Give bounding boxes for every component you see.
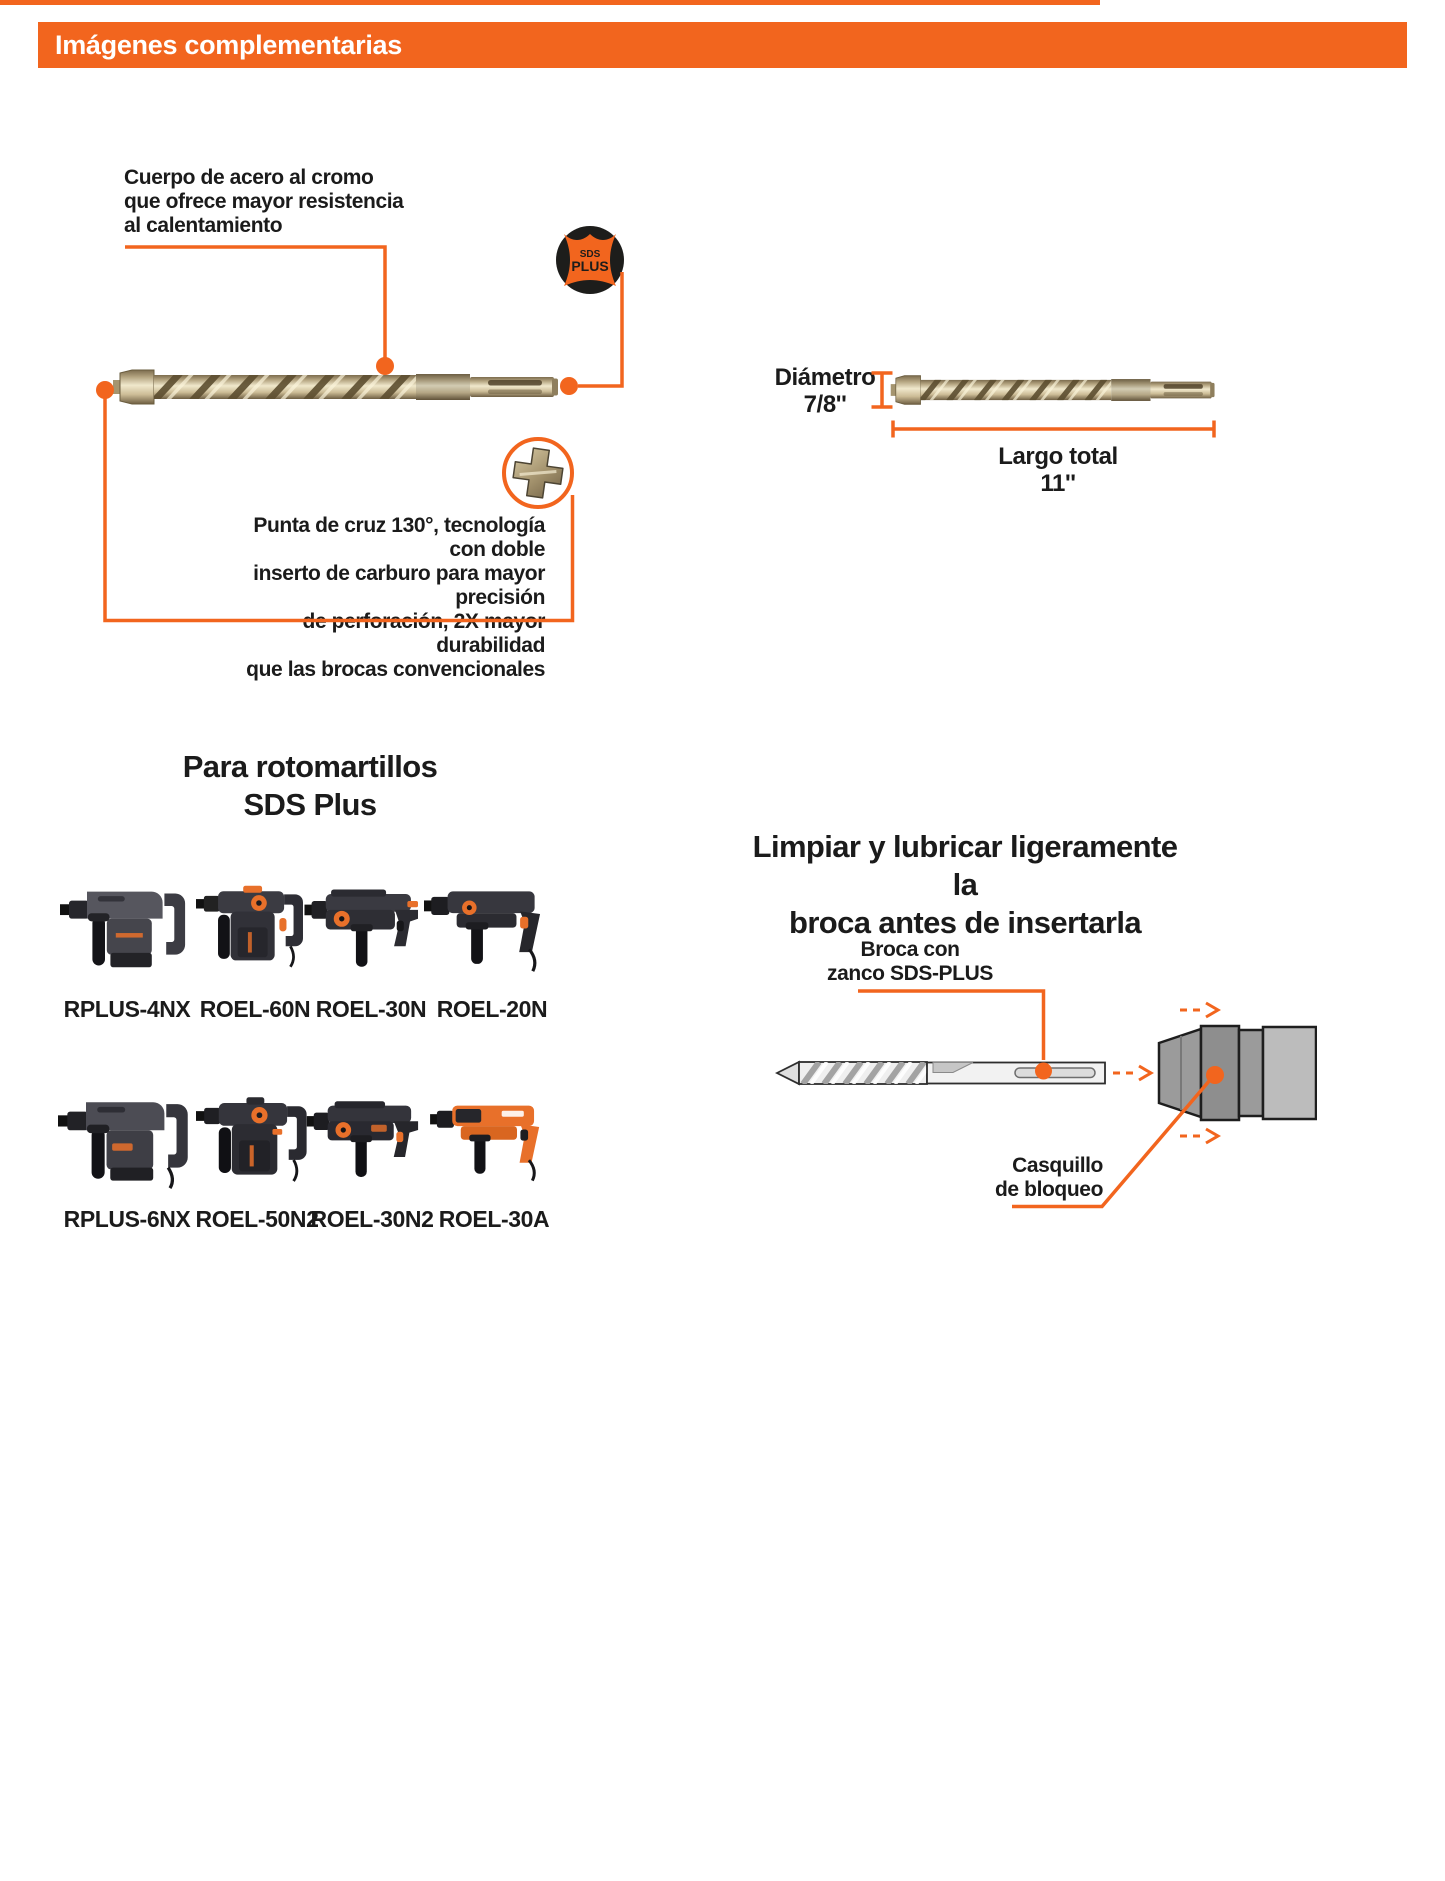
lock-sleeve-label [953, 1154, 1103, 1202]
top-divider [0, 0, 1100, 5]
length-word: Largo total [998, 443, 1118, 470]
model-label: ROEL-30A [438, 1206, 550, 1232]
note-line: al calentamiento [124, 214, 283, 237]
section-title: Imágenes complementarias [55, 29, 402, 60]
note-line: inserto de carburo para mayor precisión [253, 562, 545, 609]
cross-tip-detail [502, 437, 574, 509]
note-line: que las brocas convencionales [246, 658, 545, 681]
note-line: de perforación, 2X mayor durabilidad [302, 610, 545, 657]
callout-dot [560, 377, 578, 395]
label-line: de bloqueo [995, 1178, 1103, 1201]
diameter-label [770, 364, 880, 418]
heading-line: broca antes de insertarla [789, 905, 1141, 940]
rotary-hammer-illustration [302, 878, 440, 980]
model-label: ROEL-60N [199, 996, 311, 1022]
model-label: ROEL-30N2 [310, 1206, 434, 1232]
model-label: RPLUS-6NX [63, 1206, 191, 1232]
rotary-hammer-photo-roel-30n2 [302, 1090, 442, 1190]
rotary-hammer-illustration [424, 1092, 564, 1190]
label-line: Broca con [860, 938, 960, 961]
length-value: 11'' [1040, 470, 1076, 497]
rotary-hammer-photo-rplus-4nx [60, 874, 195, 984]
chuck-illustration [1155, 1022, 1317, 1124]
note-line: Punta de cruz 130°, tecnología con doble [253, 514, 545, 561]
section-header [38, 22, 1407, 68]
rotary-hammer-photo-roel-20n [424, 876, 560, 982]
diameter-word: Diámetro [774, 364, 876, 391]
diameter-value: 7/8'' [803, 391, 847, 418]
drill-bit-photo [112, 368, 560, 406]
drill-bit-illustration [890, 374, 1216, 406]
sds-plus-badge [556, 226, 624, 294]
rotary-hammer-illustration [196, 870, 314, 984]
drill-bit-photo-dimensions [890, 374, 1216, 406]
model-label: ROEL-50N2 [195, 1206, 319, 1232]
length-label [958, 443, 1158, 497]
rotary-hammer-illustration [424, 876, 560, 982]
model-label: ROEL-30N [315, 996, 427, 1022]
carbide-cross-tip-icon [506, 441, 570, 505]
badge-text-bottom: PLUS [571, 258, 609, 274]
note-line: que ofrece mayor resistencia [124, 190, 404, 213]
rotary-hammer-photo-rplus-6nx [58, 1086, 198, 1196]
rotary-hammer-photo-roel-30a [424, 1092, 564, 1190]
label-line: Casquillo [1012, 1154, 1103, 1177]
drill-bit-illustration [112, 368, 560, 406]
sds-bit-diagram [775, 1058, 1111, 1088]
rotary-hammer-photo-roel-30n [302, 878, 440, 980]
insertion-heading [740, 828, 1190, 942]
rotary-hammer-illustration [302, 1090, 442, 1190]
rotary-hammer-photo-roel-60n [196, 870, 314, 984]
model-label: RPLUS-4NX [63, 996, 191, 1022]
heading-line: Limpiar y lubricar ligeramente la [752, 829, 1178, 902]
badge-text-top: SDS [579, 249, 601, 260]
rotary-hammer-photo-roel-50n2 [196, 1084, 318, 1196]
sds-plus-patch-icon [556, 226, 624, 294]
body-steel-note [124, 166, 424, 238]
cross-point-note [215, 514, 545, 682]
heading-line: Para rotomartillos [182, 749, 438, 784]
compatibility-heading [160, 748, 460, 824]
sds-bit-illustration [775, 1058, 1111, 1088]
chuck-diagram [1155, 1022, 1317, 1124]
rotary-hammer-illustration [196, 1084, 318, 1196]
rotary-hammer-illustration [58, 1086, 198, 1196]
shank-label [810, 938, 1010, 986]
rotary-hammer-illustration [60, 874, 195, 984]
heading-line: SDS Plus [243, 787, 377, 822]
note-line: Cuerpo de acero al cromo [124, 166, 374, 189]
model-label: ROEL-20N [436, 996, 548, 1022]
label-line: zanco SDS-PLUS [827, 962, 993, 985]
